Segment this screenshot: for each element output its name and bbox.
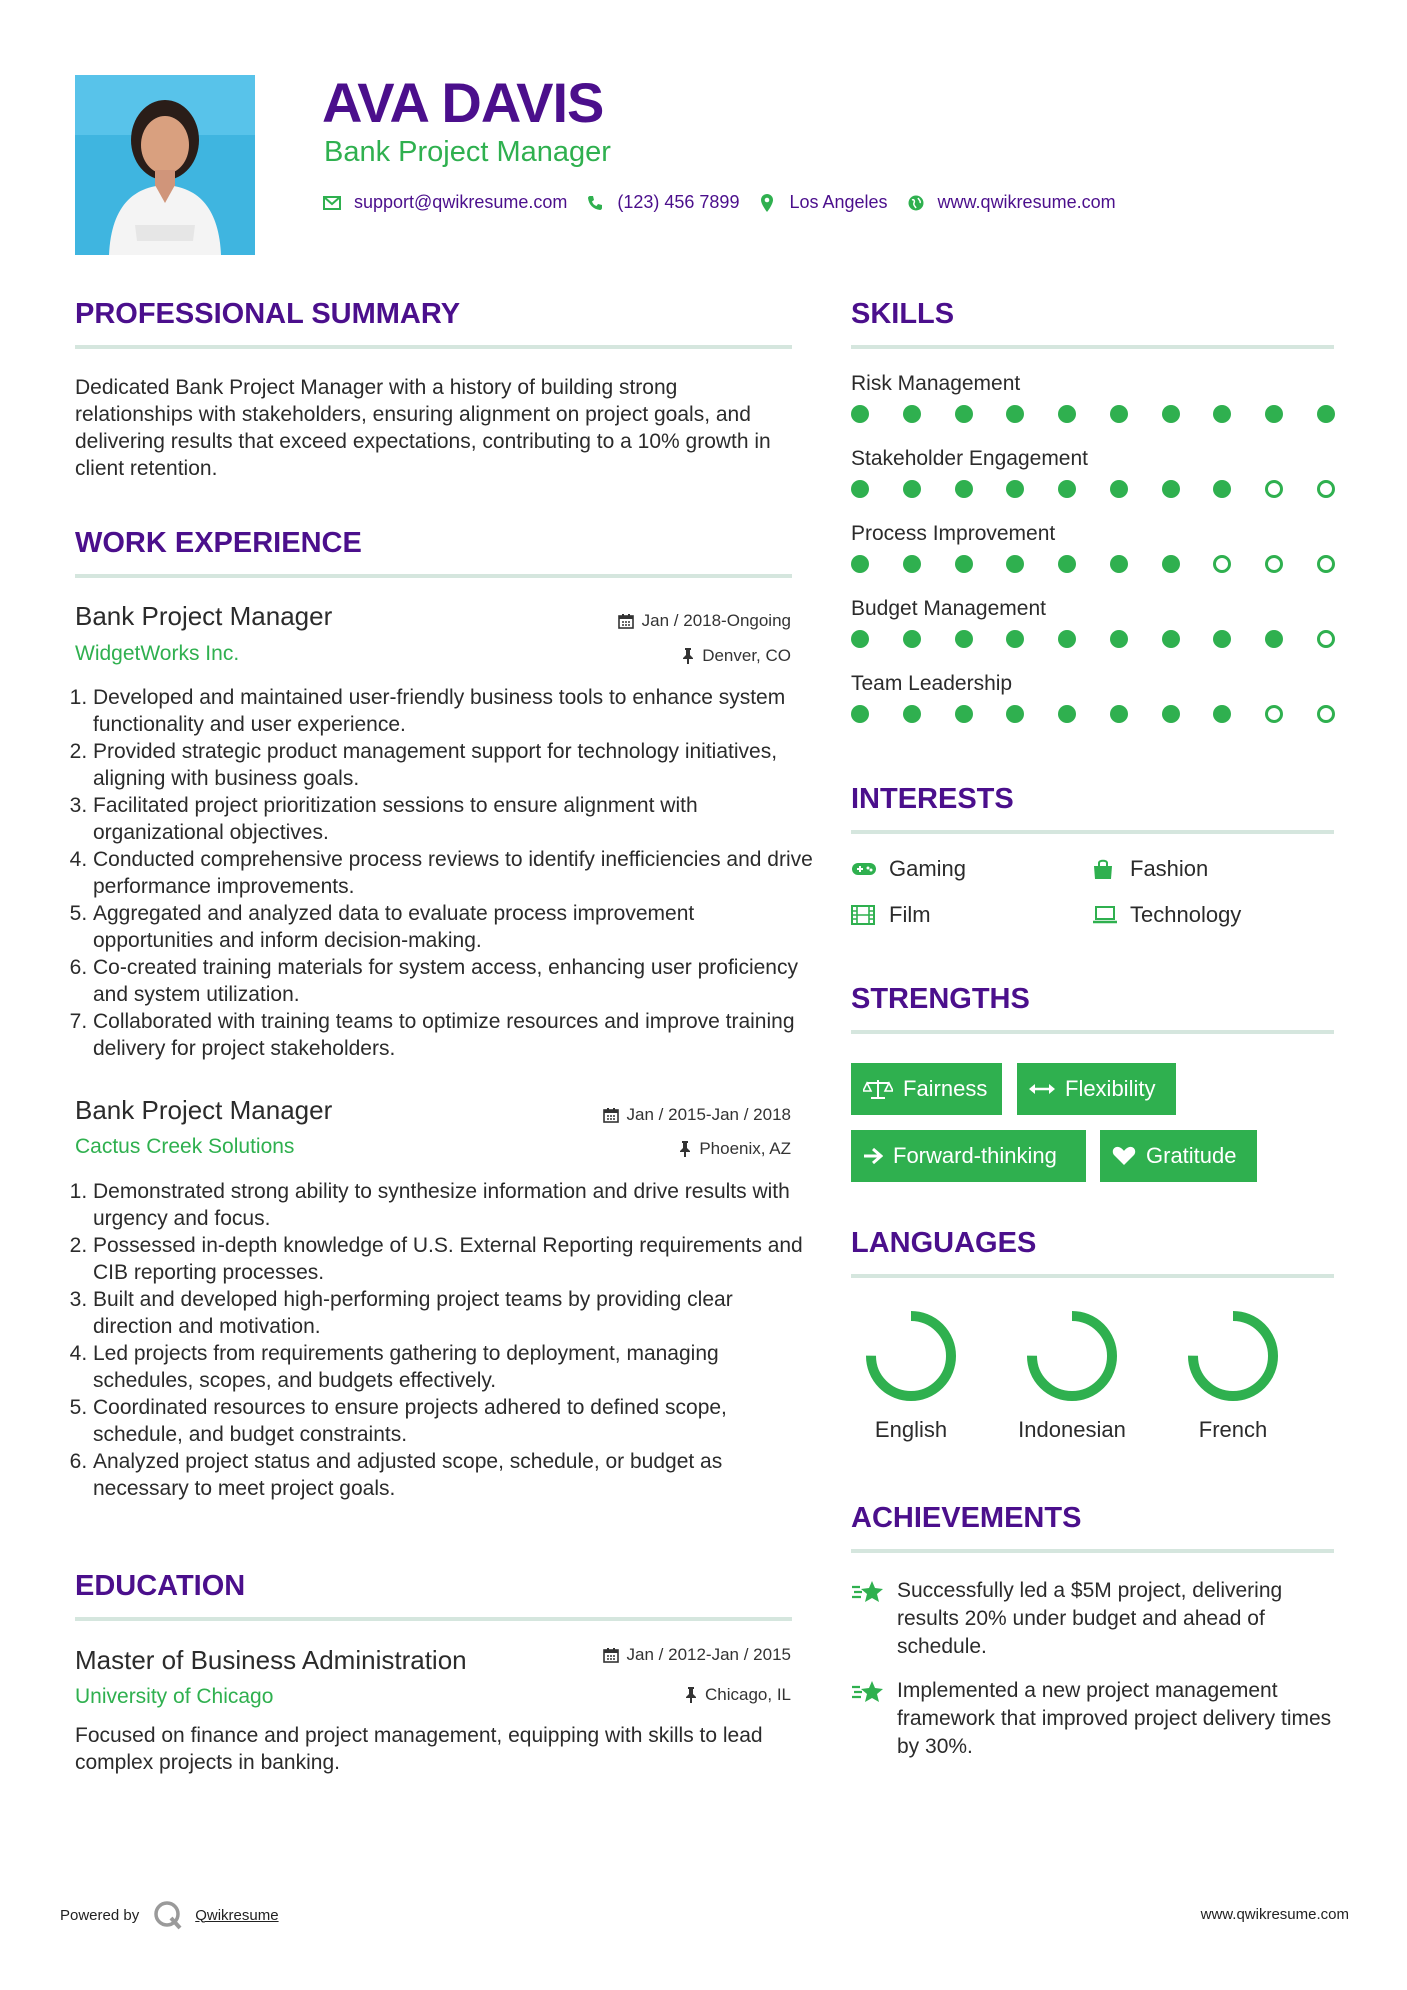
list-item: 3. Built and developed high-performing project teams by providing clear direction and motivation. xyxy=(93,1286,813,1340)
pushpin-icon xyxy=(682,648,694,664)
shooting-star-icon xyxy=(851,1577,885,1661)
skill-dot-filled xyxy=(1110,405,1128,423)
skill-dot-filled xyxy=(903,405,921,423)
language-ring xyxy=(1024,1308,1120,1404)
skills-list xyxy=(851,372,1335,747)
summary-text: Dedicated Bank Project Manager with a history of building strong relationships with stakeholders, ensuring alignment on project goals, and delivering results that exceed expectations, contributing to a 10% growth in client retention. xyxy=(75,376,771,480)
balance-scale-icon xyxy=(863,1078,893,1100)
skill-dot-filled xyxy=(903,555,921,573)
skill-dot-filled xyxy=(955,480,973,498)
language-name: Indonesian xyxy=(1018,1417,1126,1442)
job-dates xyxy=(603,1105,791,1125)
strengths-heading: STRENGTHS xyxy=(851,983,1030,1015)
calendar-icon xyxy=(618,613,634,629)
qwikresume-logo-icon xyxy=(153,1900,183,1930)
job-dates xyxy=(618,611,791,631)
achievement-text: Implemented a new project management framework that improved project delivery times by 30%. xyxy=(897,1679,1332,1758)
interest-label: Technology xyxy=(1130,902,1242,927)
globe-icon xyxy=(906,193,926,213)
skill-dot-filled xyxy=(1058,705,1076,723)
language-proficiency-arc xyxy=(1193,1316,1273,1396)
education-location xyxy=(685,1685,791,1705)
language-proficiency-arc xyxy=(871,1316,951,1396)
skill-dot-empty xyxy=(1317,630,1335,648)
interest-label: Gaming xyxy=(889,856,967,881)
list-item: 4. Conducted comprehensive process reviews to identify inefficiencies and drive performance improvements. xyxy=(93,846,813,900)
skill-row xyxy=(851,672,1335,747)
qwikresume-link[interactable]: Qwikresume xyxy=(195,1906,279,1924)
skill-dot-filled xyxy=(1110,555,1128,573)
skill-name: Process Improvement xyxy=(851,522,1056,545)
pushpin-icon xyxy=(679,1141,691,1157)
languages-heading: LANGUAGES xyxy=(851,1227,1037,1259)
list-item: 1. Demonstrated strong ability to synthesize information and drive results with urgency and focus. xyxy=(93,1178,813,1232)
job-location-text: Phoenix, AZ xyxy=(699,1139,791,1158)
skill-dot-filled xyxy=(851,705,869,723)
skill-dot-empty xyxy=(1317,555,1335,573)
achievements-heading: ACHIEVEMENTS xyxy=(851,1502,1082,1534)
strength-fairness xyxy=(851,1063,1002,1115)
contact-location xyxy=(757,192,887,213)
skill-dot-filled xyxy=(1058,630,1076,648)
list-item: 2. Possessed in-depth knowledge of U.S. External Reporting requirements and CIB reporting processes. xyxy=(93,1232,813,1286)
job-location xyxy=(679,1139,791,1159)
job-bullets xyxy=(75,1178,813,1502)
skill-dot-filled xyxy=(903,480,921,498)
education-location-text: Chicago, IL xyxy=(705,1685,791,1704)
skill-dot-filled xyxy=(1317,405,1335,423)
shooting-star-icon xyxy=(851,1677,885,1761)
skill-dot-filled xyxy=(1058,480,1076,498)
skill-dot-filled xyxy=(1265,405,1283,423)
skill-dot-filled xyxy=(1058,405,1076,423)
skill-dot-filled xyxy=(1110,480,1128,498)
skill-dot-filled xyxy=(1006,555,1024,573)
education-dates-text: Jan / 2012-Jan / 2015 xyxy=(626,1645,791,1664)
skill-dot-filled xyxy=(1162,555,1180,573)
skill-row xyxy=(851,597,1335,672)
strength-forward-thinking xyxy=(851,1130,1086,1182)
skill-dot-filled xyxy=(1162,480,1180,498)
interest-label: Fashion xyxy=(1130,856,1209,881)
skill-dot-filled xyxy=(1058,555,1076,573)
skill-dot-filled xyxy=(851,480,869,498)
strength-label: Flexibility xyxy=(1065,1076,1156,1101)
achievement-item xyxy=(851,1577,1341,1661)
film-icon xyxy=(851,904,879,926)
skill-dot-filled xyxy=(1110,705,1128,723)
contact-phone[interactable] xyxy=(585,192,739,213)
skill-dot-filled xyxy=(1110,630,1128,648)
list-item: 1. Developed and maintained user-friendly business tools to enhance system functionality and user experience. xyxy=(93,684,813,738)
skill-rating xyxy=(851,405,1335,423)
job-dates-text: Jan / 2015-Jan / 2018 xyxy=(626,1105,791,1124)
contact-location-text: Los Angeles xyxy=(789,192,888,212)
language-proficiency-arc xyxy=(1032,1316,1112,1396)
list-item: 7. Collaborated with training teams to optimize resources and improve training delivery for project stakeholders. xyxy=(93,1008,813,1062)
skill-dot-filled xyxy=(955,555,973,573)
skill-name: Budget Management xyxy=(851,597,1046,620)
achievement-text: Successfully led a $5M project, delivering results 20% under budget and ahead of schedule. xyxy=(897,1579,1283,1658)
job-company: WidgetWorks Inc. xyxy=(75,642,240,665)
powered-by xyxy=(60,1900,279,1930)
arrow-right-icon xyxy=(863,1147,883,1165)
skill-dot-filled xyxy=(851,555,869,573)
contact-email[interactable] xyxy=(322,192,567,213)
skill-row xyxy=(851,372,1335,447)
phone-icon xyxy=(585,193,605,213)
language-name: English xyxy=(874,1417,948,1442)
pushpin-icon xyxy=(685,1687,697,1703)
gamepad-icon xyxy=(851,858,879,880)
languages-divider xyxy=(851,1274,1334,1278)
arrows-horizontal-icon xyxy=(1029,1082,1055,1096)
interest-technology xyxy=(1092,902,1241,928)
language-item xyxy=(1168,1308,1298,1443)
skill-rating xyxy=(851,630,1335,648)
skill-row xyxy=(851,522,1335,597)
education-school: University of Chicago xyxy=(75,1685,274,1708)
strength-gratitude xyxy=(1100,1130,1257,1182)
skill-rating xyxy=(851,555,1335,573)
job-location xyxy=(682,646,791,666)
job-title: Bank Project Manager xyxy=(75,1095,333,1125)
skill-dot-empty xyxy=(1265,705,1283,723)
contact-email-text: support@qwikresume.com xyxy=(354,192,568,212)
skill-dot-filled xyxy=(1006,405,1024,423)
interest-fashion xyxy=(1092,856,1208,882)
skill-dot-filled xyxy=(851,630,869,648)
skill-name: Risk Management xyxy=(851,372,1021,395)
interests-divider xyxy=(851,830,1334,834)
footer-url[interactable]: www.qwikresume.com xyxy=(1200,1906,1349,1923)
experience-divider xyxy=(75,574,792,578)
skill-name: Stakeholder Engagement xyxy=(851,447,1088,470)
contact-bar xyxy=(322,192,1134,213)
interests-heading: INTERESTS xyxy=(851,783,1014,815)
interest-film xyxy=(851,902,931,928)
skill-dot-empty xyxy=(1317,705,1335,723)
skill-dot-empty xyxy=(1265,555,1283,573)
skill-dot-filled xyxy=(1265,630,1283,648)
experience-heading: WORK EXPERIENCE xyxy=(75,527,362,559)
strength-label: Forward-thinking xyxy=(893,1143,1057,1168)
skill-name: Team Leadership xyxy=(851,672,1013,695)
skills-heading: SKILLS xyxy=(851,298,955,330)
skill-dot-filled xyxy=(851,405,869,423)
summary-heading: PROFESSIONAL SUMMARY xyxy=(75,298,461,330)
heart-icon xyxy=(1112,1146,1136,1166)
skill-dot-empty xyxy=(1317,480,1335,498)
skill-dot-filled xyxy=(1006,630,1024,648)
summary-divider xyxy=(75,345,792,349)
map-marker-icon xyxy=(757,193,777,213)
contact-phone-text: (123) 456 7899 xyxy=(617,192,740,212)
language-ring xyxy=(863,1308,959,1404)
education-divider xyxy=(75,1617,792,1621)
list-item: 5. Coordinated resources to ensure projects adhered to defined scope, schedule, and budget constraints. xyxy=(93,1394,813,1448)
skill-dot-empty xyxy=(1265,480,1283,498)
profile-photo xyxy=(75,75,255,255)
skill-dot-filled xyxy=(903,705,921,723)
list-item: 3. Facilitated project prioritization sessions to ensure alignment with organizational objectives. xyxy=(93,792,813,846)
candidate-name: AVA DAVIS xyxy=(322,71,604,134)
education-description: Focused on finance and project management, equipping with skills to lead complex projects in banking. xyxy=(75,1724,763,1774)
education-heading: EDUCATION xyxy=(75,1570,246,1602)
skill-dot-filled xyxy=(955,405,973,423)
job-bullets xyxy=(75,684,813,1062)
languages-list xyxy=(846,1308,1298,1443)
skill-dot-filled xyxy=(1213,630,1231,648)
strength-label: Gratitude xyxy=(1146,1143,1237,1168)
list-item: 6. Co-created training materials for system access, enhancing user proficiency and system utilization. xyxy=(93,954,813,1008)
list-item: 5. Aggregated and analyzed data to evaluate process improvement opportunities and inform decision-making. xyxy=(93,900,813,954)
calendar-icon xyxy=(603,1647,619,1663)
skill-dot-filled xyxy=(1006,480,1024,498)
envelope-icon xyxy=(322,193,342,213)
contact-website-text: www.qwikresume.com xyxy=(937,192,1116,212)
achievements-divider xyxy=(851,1549,1334,1553)
language-item xyxy=(1007,1308,1137,1443)
skill-dot-filled xyxy=(903,630,921,648)
education-dates xyxy=(603,1645,791,1665)
list-item: 2. Provided strategic product management support for technology initiatives, aligning with business goals. xyxy=(93,738,813,792)
strength-flexibility xyxy=(1017,1063,1176,1115)
language-item xyxy=(846,1308,976,1443)
candidate-title: Bank Project Manager xyxy=(324,136,611,168)
skill-dot-filled xyxy=(1162,630,1180,648)
strength-label: Fairness xyxy=(903,1076,988,1101)
interest-label: Film xyxy=(889,902,931,927)
skill-rating xyxy=(851,480,1335,498)
skill-dot-filled xyxy=(1213,705,1231,723)
skill-row xyxy=(851,447,1335,522)
list-item: 6. Analyzed project status and adjusted scope, schedule, or budget as necessary to meet project goals. xyxy=(93,1448,813,1502)
education-degree: Master of Business Administration xyxy=(75,1645,467,1675)
skill-dot-filled xyxy=(1162,405,1180,423)
skill-rating xyxy=(851,705,1335,723)
powered-by-label: Powered by xyxy=(60,1906,140,1924)
skill-dot-filled xyxy=(1213,480,1231,498)
skill-dot-filled xyxy=(1213,405,1231,423)
job-title: Bank Project Manager xyxy=(75,601,333,631)
interest-gaming xyxy=(851,856,966,882)
laptop-icon xyxy=(1092,904,1120,926)
job-location-text: Denver, CO xyxy=(702,646,791,665)
language-ring xyxy=(1185,1308,1281,1404)
job-company: Cactus Creek Solutions xyxy=(75,1135,295,1158)
contact-website[interactable] xyxy=(906,192,1116,213)
skill-dot-filled xyxy=(1006,705,1024,723)
skill-dot-filled xyxy=(955,705,973,723)
strengths-divider xyxy=(851,1030,1334,1034)
skill-dot-filled xyxy=(1162,705,1180,723)
job-dates-text: Jan / 2018-Ongoing xyxy=(641,611,791,630)
calendar-icon xyxy=(603,1107,619,1123)
achievement-item xyxy=(851,1677,1341,1761)
skills-divider xyxy=(851,345,1334,349)
list-item: 4. Led projects from requirements gathering to deployment, managing schedules, scopes, and budgets effectively. xyxy=(93,1340,813,1394)
shopping-bag-icon xyxy=(1092,858,1120,880)
language-name: French xyxy=(1198,1417,1268,1442)
skill-dot-filled xyxy=(955,630,973,648)
skill-dot-empty xyxy=(1213,555,1231,573)
